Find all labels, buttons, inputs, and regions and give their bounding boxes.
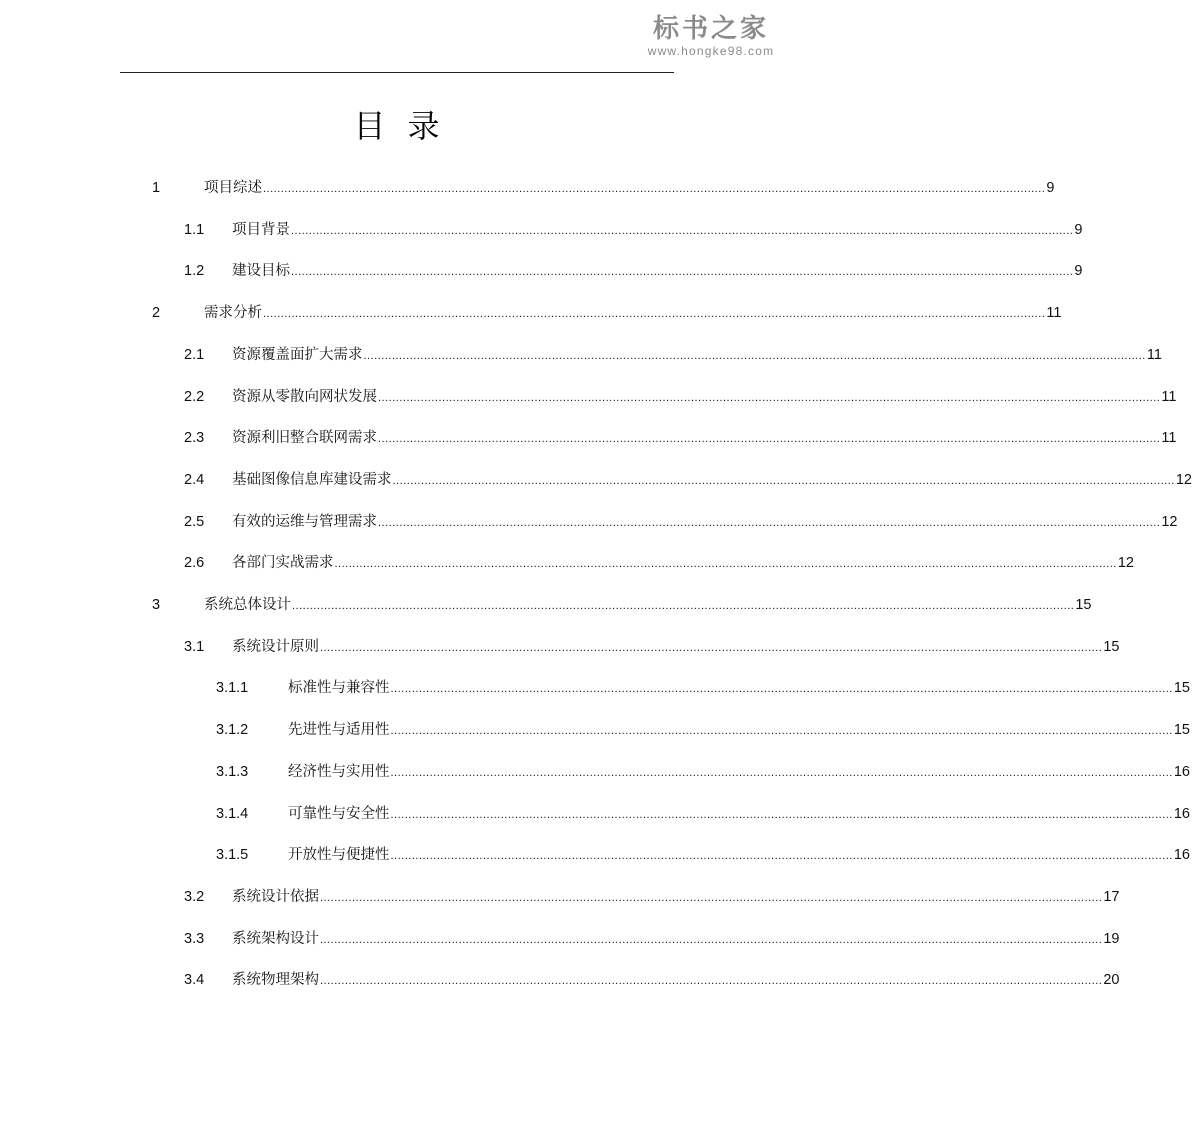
watermark-logo <box>641 14 781 58</box>
toc-entry-label: 需求分析 <box>204 305 262 322</box>
toc-entry-label: 资源从零散向网状发展 <box>232 388 377 405</box>
toc-entry[interactable] <box>184 428 1177 448</box>
toc-entry-label: 先进性与适用性 <box>288 722 390 739</box>
toc-dot-leader: ............................................................................................................................................................................................................................ <box>334 558 1117 571</box>
toc-entry[interactable] <box>216 762 1190 782</box>
toc-entry[interactable] <box>184 553 1134 573</box>
toc-entry-label: 有效的运维与管理需求 <box>232 513 377 530</box>
toc-dot-leader: ............................................................................................................................................................................................................................ <box>320 891 1103 904</box>
toc-entry[interactable] <box>152 595 1092 615</box>
toc-entry-page-number: 15 <box>1075 597 1092 613</box>
toc-entry-number: 3.1.4 <box>216 805 249 822</box>
toc-dot-leader: ............................................................................................................................................................................................................................ <box>291 224 1074 237</box>
toc-entry-page-number: 15 <box>1173 680 1190 697</box>
toc-entry[interactable] <box>216 678 1190 698</box>
watermark-title: 标书之家 <box>652 14 769 44</box>
toc-entry-number: 1.2 <box>184 263 205 280</box>
toc-dot-leader: ............................................................................................................................................................................................................................ <box>390 808 1173 821</box>
toc-dot-leader: ............................................................................................................................................................................................................................ <box>392 474 1175 487</box>
toc-entry[interactable] <box>184 387 1177 407</box>
toc-entry-number: 2 <box>152 305 161 322</box>
toc-entry[interactable] <box>216 720 1190 740</box>
toc-entry-page-number: 16 <box>1173 847 1190 864</box>
toc-entry-number: 1 <box>152 180 161 196</box>
toc-entry-number: 2.2 <box>184 388 205 405</box>
toc-entry[interactable] <box>184 470 1192 490</box>
toc-entry-page-number: 11 <box>1161 430 1177 447</box>
toc-entry-number: 2.3 <box>184 430 205 447</box>
toc-entry[interactable] <box>184 970 1120 990</box>
toc-entry-number: 3.4 <box>184 972 205 989</box>
toc-entry-label: 各部门实战需求 <box>232 555 334 572</box>
toc-entry-number: 2.1 <box>184 346 205 363</box>
toc-entry-label: 经济性与实用性 <box>288 763 390 780</box>
toc-entry-number: 3.1 <box>184 638 205 655</box>
toc-entry-page-number: 9 <box>1046 180 1055 196</box>
toc-entry-number: 2.5 <box>184 513 205 530</box>
toc-entry-label: 项目综述 <box>204 180 262 196</box>
toc-entry-page-number: 17 <box>1103 888 1120 905</box>
toc-entry[interactable] <box>216 804 1190 824</box>
toc-entry-page-number: 9 <box>1074 263 1083 280</box>
toc-dot-leader: ............................................................................................................................................................................................................................ <box>291 266 1074 279</box>
toc-entry-page-number: 15 <box>1173 722 1190 739</box>
toc-entry-number: 3.1.3 <box>216 763 249 780</box>
toc-dot-leader: ............................................................................................................................................................................................................................ <box>378 516 1161 529</box>
toc-entry[interactable] <box>184 512 1178 532</box>
toc-entry-number: 1.1 <box>184 221 205 238</box>
toc-entry-page-number: 20 <box>1103 972 1120 989</box>
toc-entry[interactable] <box>184 637 1120 657</box>
toc-entry-page-number: 12 <box>1161 513 1178 530</box>
toc-entry-page-number: 12 <box>1175 471 1192 488</box>
toc-entry-number: 3.3 <box>184 930 205 947</box>
toc-entry-page-number: 9 <box>1074 221 1083 238</box>
toc-entry-number: 3.1.5 <box>216 847 249 864</box>
toc-dot-leader: ............................................................................................................................................................................................................................ <box>390 725 1173 738</box>
toc-entry-number: 3.2 <box>184 888 205 905</box>
toc-entry-number: 2.4 <box>184 471 205 488</box>
toc-entry-label: 基础图像信息库建设需求 <box>232 471 392 488</box>
toc-entry[interactable] <box>184 345 1162 365</box>
toc-entry-label: 资源利旧整合联网需求 <box>232 430 377 447</box>
toc-dot-leader: ............................................................................................................................................................................................................................ <box>378 433 1161 446</box>
toc-entry-number: 2.6 <box>184 555 205 572</box>
toc-entry[interactable] <box>184 261 1083 281</box>
toc-entry[interactable] <box>184 929 1120 949</box>
toc-entry-label: 建设目标 <box>232 263 290 280</box>
toc-entry-label: 项目背景 <box>232 221 290 238</box>
watermark-url: www.hongke98.com <box>647 44 775 58</box>
toc-entry-label: 标准性与兼容性 <box>288 680 390 697</box>
toc-entry[interactable] <box>216 845 1190 865</box>
toc-dot-leader: ............................................................................................................................................................................................................................ <box>320 641 1103 654</box>
toc-entry[interactable] <box>152 303 1062 323</box>
toc-entry-label: 系统架构设计 <box>232 930 319 947</box>
toc-entry-page-number: 12 <box>1117 555 1134 572</box>
toc-dot-leader: ............................................................................................................................................................................................................................ <box>263 183 1046 195</box>
toc-entry[interactable] <box>184 887 1120 907</box>
toc-entry[interactable] <box>152 178 1055 198</box>
toc-dot-leader: ............................................................................................................................................................................................................................ <box>263 308 1046 321</box>
toc-entry-page-number: 11 <box>1046 305 1062 322</box>
toc-entry-label: 开放性与便捷性 <box>288 847 390 864</box>
toc-dot-leader: ............................................................................................................................................................................................................................ <box>390 683 1173 696</box>
toc-entry-page-number: 16 <box>1173 805 1190 822</box>
toc-entry-label: 可靠性与安全性 <box>288 805 390 822</box>
toc-entry-number: 3.1.1 <box>216 680 249 697</box>
toc-entry-page-number: 16 <box>1173 763 1190 780</box>
toc-entry-page-number: 11 <box>1161 388 1177 405</box>
toc-entry-page-number: 19 <box>1103 930 1120 947</box>
toc-entry-number: 3.1.2 <box>216 722 249 739</box>
toc-dot-leader: ............................................................................................................................................................................................................................ <box>378 391 1161 404</box>
toc-dot-leader: ............................................................................................................................................................................................................................ <box>363 349 1146 362</box>
page-title: 目录 <box>353 107 462 145</box>
toc-dot-leader: ............................................................................................................................................................................................................................ <box>292 600 1075 612</box>
toc-entry-label: 系统物理架构 <box>232 972 319 989</box>
toc-entry[interactable] <box>184 220 1083 240</box>
toc-entry-page-number: 15 <box>1103 638 1120 655</box>
toc-entry-page-number: 11 <box>1146 346 1162 363</box>
toc-entry-label: 系统设计依据 <box>232 888 319 905</box>
toc-entry-label: 资源覆盖面扩大需求 <box>232 346 363 363</box>
toc-entry-number: 3 <box>152 597 161 613</box>
toc-dot-leader: ............................................................................................................................................................................................................................ <box>320 975 1103 988</box>
toc-entry-label: 系统总体设计 <box>204 597 291 613</box>
header-rule <box>120 72 674 73</box>
toc-dot-leader: ............................................................................................................................................................................................................................ <box>390 766 1173 779</box>
toc-entry-label: 系统设计原则 <box>232 638 319 655</box>
toc-dot-leader: ............................................................................................................................................................................................................................ <box>390 850 1173 863</box>
toc-dot-leader: ............................................................................................................................................................................................................................ <box>320 933 1103 946</box>
